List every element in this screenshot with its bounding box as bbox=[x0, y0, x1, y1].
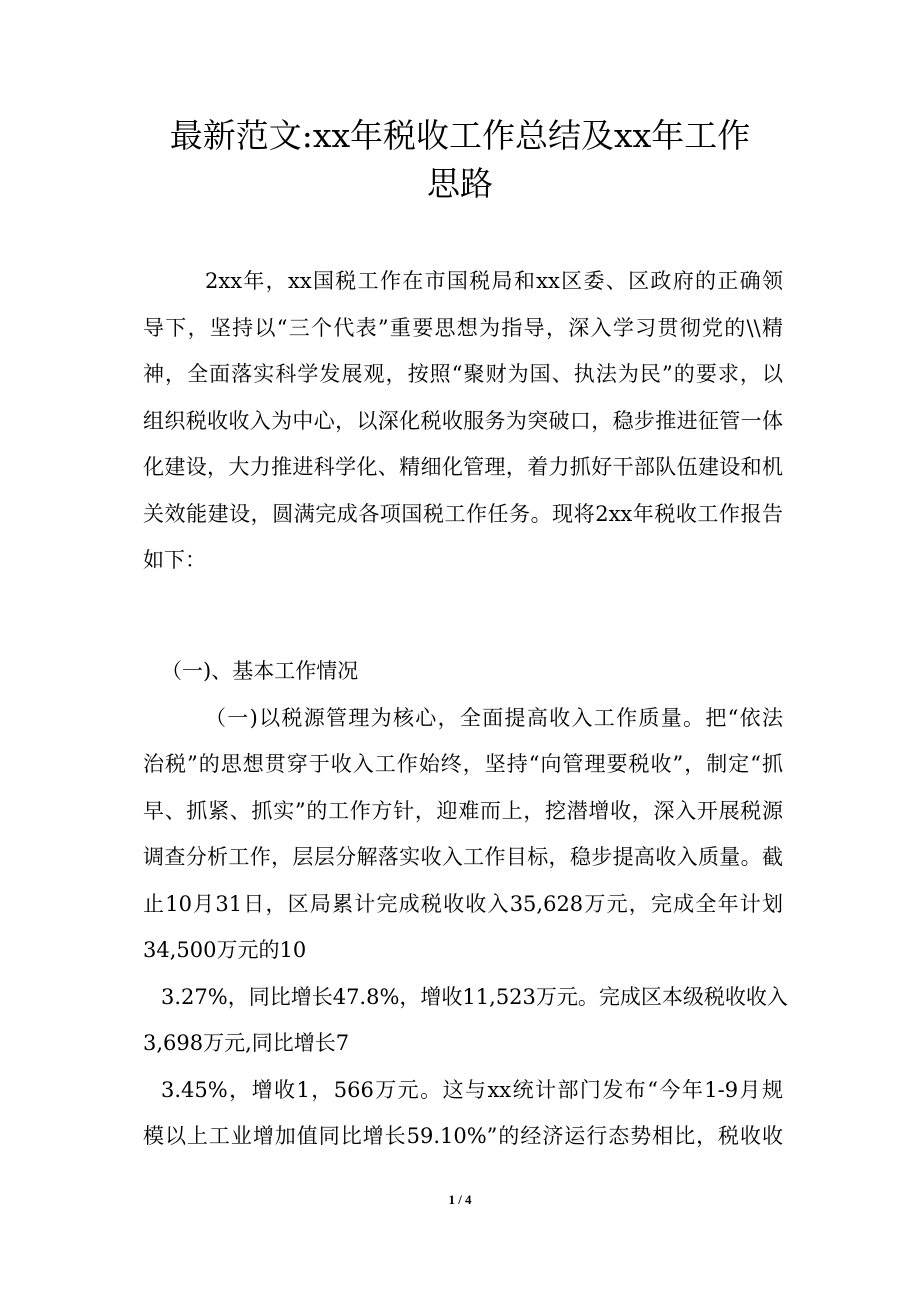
intro-line: 关效能建设，圆满完成各项国税工作任务。现将2xx年税收工作报告 bbox=[143, 501, 783, 526]
intro-line: 神，全面落实科学发展观，按照“聚财为国、执法为民”的要求，以 bbox=[143, 362, 783, 386]
paragraph-line: 3,698万元,同比增长7 bbox=[143, 1031, 350, 1055]
section-heading: （一)、基本工作情况 bbox=[161, 659, 359, 683]
paragraph-line: 治税”的思想贯穿于收入工作始终，坚持“向管理要税收”，制定“抓 bbox=[143, 752, 783, 776]
page-number: 1 / 4 bbox=[448, 1192, 472, 1207]
title-line-1: 最新范文:xx年税收工作总结及xx年工作 bbox=[169, 116, 751, 155]
intro-line: 组织税收收入为中心，以深化税收服务为突破口，稳步推进征管一体 bbox=[143, 408, 783, 433]
paragraph-line: 早、抓紧、抓实”的工作方针，迎难而上，挖潜增收，深入开展税源 bbox=[143, 798, 783, 823]
intro-line: 如下： bbox=[143, 548, 206, 572]
paragraph-line: 模以上工业增加值同比增长59.10%”的经济运行态势相比，税收收 bbox=[143, 1124, 783, 1148]
paragraph-line: 调查分析工作，层层分解落实收入工作目标，稳步提高收入质量。截 bbox=[143, 845, 783, 869]
intro-line: 导下，坚持以“三个代表”重要思想为指导，深入学习贯彻党的\\精 bbox=[143, 315, 783, 340]
document-title bbox=[120, 112, 800, 208]
title-line-2: 思路 bbox=[427, 164, 493, 203]
intro-line: 化建设，大力推进科学化、精细化管理，着力抓好干部队伍建设和机 bbox=[143, 455, 783, 479]
paragraph-line: 3.27%，同比增长47.8%，增收11,523万元。完成区本级税收收入 bbox=[161, 984, 788, 1009]
intro-line: 2xx年，xx国税工作在市国税局和xx区委、区政府的正确领 bbox=[205, 269, 783, 293]
paragraph-line: 3.45%，增收1，566万元。这与xx统计部门发布“今年1-9月规 bbox=[161, 1077, 783, 1102]
paragraph-line: 止10月31日，区局累计完成税收收入35,628万元，完成全年计划 bbox=[143, 891, 783, 916]
section-content bbox=[143, 648, 788, 1160]
paragraph-line: （一)以税源管理为核心，全面提高收入工作质量。把“依法 bbox=[205, 705, 783, 730]
intro-paragraph bbox=[143, 258, 783, 584]
paragraph-line: 34,500万元的10 bbox=[143, 938, 307, 962]
